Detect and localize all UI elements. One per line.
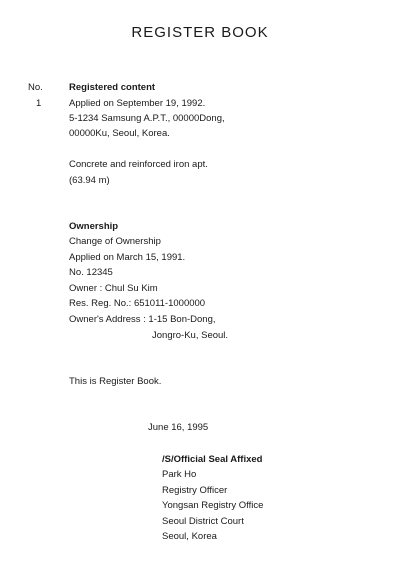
owner-address-continued: Jongro-Ku, Seoul. [152, 330, 229, 341]
ownership-line: Res. Reg. No.: 651011-1000000 [69, 298, 206, 309]
ownership-line: Owner's Address : 1-15 Bon-Dong, [69, 314, 216, 325]
signature-line: Yongsan Registry Office [162, 500, 264, 511]
entry-line: 5-1234 Samsung A.P.T., 00000Dong, [69, 113, 225, 124]
registered-content-label: Registered content [69, 82, 156, 93]
ownership-line: Owner : Chul Su Kim [69, 283, 158, 294]
ownership-line: Change of Ownership [69, 236, 161, 247]
ownership-heading: Ownership [69, 221, 119, 232]
ownership-line: Applied on March 15, 1991. [69, 252, 186, 263]
entry-description: Concrete and reinforced iron apt. [69, 159, 208, 170]
entry-line: 00000Ku, Seoul, Korea. [69, 128, 170, 139]
signature-line: Seoul, Korea [162, 531, 217, 542]
signature-line: Registry Officer [162, 485, 228, 496]
entry-line: Applied on September 19, 1992. [69, 98, 206, 109]
no-column-label: No. [28, 82, 43, 93]
official-seal-line: /S/Official Seal Affixed [162, 454, 263, 465]
signature-line: Seoul District Court [162, 516, 244, 527]
document-title: REGISTER BOOK [131, 24, 269, 41]
signature-line: Park Ho [162, 469, 197, 480]
entry-description: (63.94 m) [69, 175, 110, 186]
ownership-line: No. 12345 [69, 267, 113, 278]
document-date: June 16, 1995 [148, 422, 209, 433]
entry-number: 1 [36, 98, 42, 109]
register-statement: This is Register Book. [69, 376, 162, 387]
